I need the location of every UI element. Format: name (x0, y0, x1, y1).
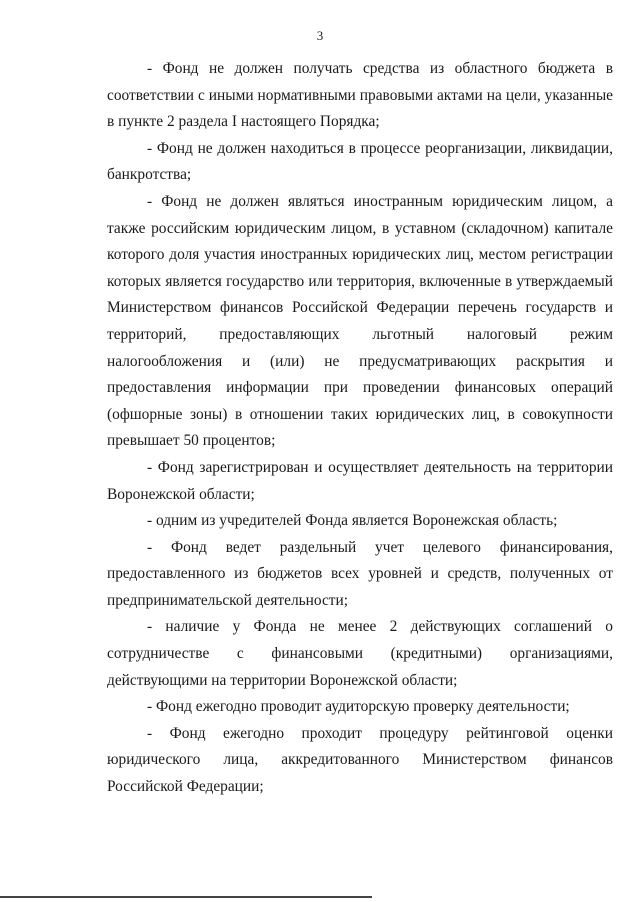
paragraph-reorganization: - Фонд не должен находиться в процессе реорганизации, ликвидации, банкротства; (107, 139, 613, 184)
paragraph-budget-funds: - Фонд не должен получать средства из областного бюджета в соответствии с иными нормативными правовыми актами на цели, указанные в пункте 2 раздела I настоящего Порядка; (107, 60, 613, 131)
paragraph-audit: - Фонд ежегодно проводит аудиторскую проверку деятельности; (147, 698, 570, 716)
paragraph-registration: - Фонд зарегистрирован и осуществляет деятельность на территории Воронежской области; (107, 458, 613, 503)
paragraph-separate-accounting: - Фонд ведет раздельный учет целевого финансирования, предоставленного из бюджетов всех уровней и средств, полученных от предпринимательской деятельности; (107, 538, 613, 609)
page-number: 3 (316, 28, 324, 43)
document-body (107, 56, 613, 801)
paragraph-rating: - Фонд ежегодно проходит процедуру рейтинговой оценки юридического лица, аккредитованного Министерством финансов Российской Федерации; (107, 724, 613, 796)
paragraph-foreign-entity: - Фонд не должен являться иностранным юридическим лицом, а также российским юридическим лицом, в уставном (складочном) капитале которого доля участия иностранных юридических лиц, местом регистрации которых является государство или территория, включенные в утверждаемый Министерством финансов Российской Федерации перечень государств и территорий, предоставляющих льготный налоговый режим налогообложения и (или) не предусматривающих раскрытия и предоставления информации при проведении финансовых операций (офшорные зоны) в отношении таких юридических лиц, в совокупности превышает 50 процентов; (107, 192, 613, 450)
scan-edge-line (0, 896, 372, 898)
paragraph-cooperation-agreements: - наличие у Фонда не менее 2 действующих соглашений о сотрудничестве с финансовыми (кредитными) организациями, действующими на территории Воронежской области; (107, 618, 613, 689)
paragraph-founder: - одним из учредителей Фонда является Воронежская область; (147, 512, 558, 530)
